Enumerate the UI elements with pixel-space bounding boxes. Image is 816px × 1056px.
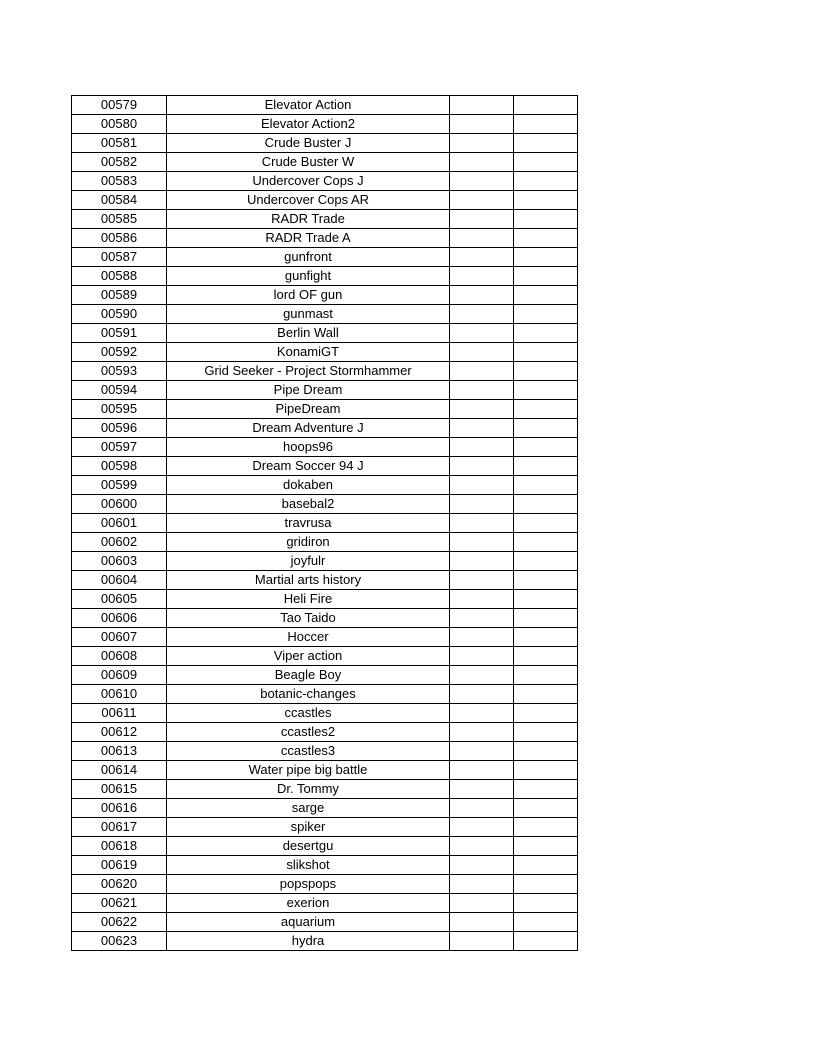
cell-empty-2 [514,286,578,305]
cell-id: 00621 [72,894,167,913]
cell-name: travrusa [167,514,450,533]
cell-id: 00611 [72,704,167,723]
cell-name: Pipe Dream [167,381,450,400]
cell-name: KonamiGT [167,343,450,362]
cell-empty-1 [450,913,514,932]
table-row [72,799,578,818]
table-row [72,704,578,723]
cell-name: spiker [167,818,450,837]
table-row [72,172,578,191]
table-row [72,286,578,305]
cell-id: 00614 [72,761,167,780]
cell-empty-2 [514,362,578,381]
cell-empty-2 [514,324,578,343]
cell-id: 00601 [72,514,167,533]
table-row [72,210,578,229]
cell-name: gridiron [167,533,450,552]
cell-id: 00595 [72,400,167,419]
cell-empty-1 [450,134,514,153]
cell-name: Dr. Tommy [167,780,450,799]
cell-empty-1 [450,704,514,723]
table-row [72,837,578,856]
cell-empty-1 [450,837,514,856]
table-row [72,248,578,267]
cell-empty-1 [450,514,514,533]
table-row [72,362,578,381]
cell-name: ccastles [167,704,450,723]
cell-empty-2 [514,913,578,932]
table-row [72,96,578,115]
cell-empty-2 [514,495,578,514]
table-row [72,457,578,476]
cell-empty-1 [450,400,514,419]
cell-name: ccastles3 [167,742,450,761]
cell-empty-1 [450,153,514,172]
cell-id: 00579 [72,96,167,115]
cell-empty-2 [514,191,578,210]
cell-empty-1 [450,628,514,647]
cell-name: slikshot [167,856,450,875]
cell-empty-2 [514,837,578,856]
cell-name: RADR Trade [167,210,450,229]
table-row [72,723,578,742]
cell-name: Martial arts history [167,571,450,590]
cell-empty-2 [514,96,578,115]
cell-empty-2 [514,457,578,476]
table-row [72,267,578,286]
cell-id: 00588 [72,267,167,286]
cell-empty-2 [514,533,578,552]
table-row [72,419,578,438]
cell-empty-2 [514,894,578,913]
cell-name: Tao Taido [167,609,450,628]
cell-name: joyfulr [167,552,450,571]
cell-empty-2 [514,780,578,799]
cell-name: Grid Seeker - Project Stormhammer [167,362,450,381]
cell-empty-1 [450,305,514,324]
cell-empty-2 [514,476,578,495]
table-row [72,495,578,514]
table-row [72,609,578,628]
cell-id: 00600 [72,495,167,514]
games-table-body [72,96,578,951]
cell-empty-1 [450,96,514,115]
cell-name: Undercover Cops J [167,172,450,191]
cell-empty-1 [450,552,514,571]
table-row [72,742,578,761]
cell-name: sarge [167,799,450,818]
cell-empty-1 [450,742,514,761]
cell-empty-2 [514,685,578,704]
table-row [72,343,578,362]
cell-empty-2 [514,172,578,191]
cell-empty-1 [450,343,514,362]
cell-empty-1 [450,419,514,438]
cell-empty-1 [450,267,514,286]
cell-empty-2 [514,400,578,419]
cell-name: dokaben [167,476,450,495]
cell-empty-1 [450,875,514,894]
cell-id: 00622 [72,913,167,932]
cell-empty-1 [450,894,514,913]
cell-id: 00593 [72,362,167,381]
cell-empty-2 [514,818,578,837]
table-row [72,685,578,704]
cell-empty-2 [514,723,578,742]
cell-id: 00598 [72,457,167,476]
cell-empty-2 [514,305,578,324]
table-row [72,571,578,590]
cell-name: Elevator Action2 [167,115,450,134]
cell-name: Berlin Wall [167,324,450,343]
cell-empty-1 [450,818,514,837]
cell-empty-1 [450,476,514,495]
table-row [72,400,578,419]
cell-empty-1 [450,286,514,305]
cell-empty-2 [514,419,578,438]
cell-name: Hoccer [167,628,450,647]
cell-id: 00592 [72,343,167,362]
cell-empty-1 [450,533,514,552]
cell-id: 00613 [72,742,167,761]
cell-empty-1 [450,495,514,514]
cell-empty-1 [450,457,514,476]
cell-name: gunfight [167,267,450,286]
cell-empty-1 [450,761,514,780]
cell-empty-1 [450,685,514,704]
table-row [72,780,578,799]
cell-empty-1 [450,799,514,818]
table-row [72,647,578,666]
cell-empty-1 [450,229,514,248]
cell-empty-2 [514,438,578,457]
table-row [72,514,578,533]
cell-name: hoops96 [167,438,450,457]
table-row [72,476,578,495]
cell-name: PipeDream [167,400,450,419]
cell-id: 00594 [72,381,167,400]
table-row [72,552,578,571]
table-row [72,134,578,153]
cell-id: 00605 [72,590,167,609]
cell-empty-1 [450,172,514,191]
cell-empty-1 [450,438,514,457]
cell-name: desertgu [167,837,450,856]
cell-id: 00619 [72,856,167,875]
cell-empty-2 [514,571,578,590]
cell-id: 00623 [72,932,167,951]
cell-id: 00581 [72,134,167,153]
cell-empty-1 [450,723,514,742]
cell-id: 00609 [72,666,167,685]
cell-empty-2 [514,153,578,172]
cell-id: 00618 [72,837,167,856]
table-row [72,894,578,913]
cell-id: 00607 [72,628,167,647]
table-row [72,875,578,894]
cell-name: Elevator Action [167,96,450,115]
cell-empty-2 [514,875,578,894]
cell-name: exerion [167,894,450,913]
cell-id: 00606 [72,609,167,628]
cell-name: Water pipe big battle [167,761,450,780]
cell-empty-2 [514,590,578,609]
cell-id: 00585 [72,210,167,229]
cell-id: 00620 [72,875,167,894]
cell-id: 00591 [72,324,167,343]
cell-id: 00589 [72,286,167,305]
cell-empty-2 [514,742,578,761]
table-row [72,818,578,837]
cell-name: popspops [167,875,450,894]
cell-id: 00590 [72,305,167,324]
cell-empty-1 [450,609,514,628]
cell-id: 00596 [72,419,167,438]
cell-id: 00604 [72,571,167,590]
table-row [72,153,578,172]
cell-empty-2 [514,761,578,780]
cell-empty-2 [514,628,578,647]
cell-empty-2 [514,932,578,951]
cell-name: gunfront [167,248,450,267]
table-row [72,628,578,647]
cell-empty-2 [514,229,578,248]
cell-empty-1 [450,324,514,343]
cell-empty-2 [514,267,578,286]
cell-empty-1 [450,647,514,666]
cell-empty-1 [450,856,514,875]
cell-id: 00610 [72,685,167,704]
cell-empty-2 [514,647,578,666]
cell-empty-1 [450,248,514,267]
cell-empty-1 [450,590,514,609]
cell-name: ccastles2 [167,723,450,742]
cell-empty-2 [514,248,578,267]
table-row [72,533,578,552]
cell-name: lord OF gun [167,286,450,305]
table-row [72,666,578,685]
cell-empty-2 [514,343,578,362]
cell-id: 00584 [72,191,167,210]
cell-empty-2 [514,666,578,685]
table-row [72,438,578,457]
cell-name: Dream Soccer 94 J [167,457,450,476]
cell-empty-2 [514,609,578,628]
spreadsheet-print-area [71,95,578,951]
table-row [72,761,578,780]
cell-id: 00612 [72,723,167,742]
cell-name: aquarium [167,913,450,932]
cell-name: Undercover Cops AR [167,191,450,210]
cell-empty-2 [514,856,578,875]
cell-empty-1 [450,932,514,951]
table-row [72,324,578,343]
games-table [71,95,578,951]
cell-id: 00580 [72,115,167,134]
cell-empty-2 [514,210,578,229]
cell-empty-1 [450,381,514,400]
cell-empty-1 [450,362,514,381]
cell-id: 00603 [72,552,167,571]
cell-empty-1 [450,571,514,590]
cell-id: 00583 [72,172,167,191]
cell-empty-1 [450,210,514,229]
cell-id: 00617 [72,818,167,837]
cell-empty-1 [450,191,514,210]
cell-name: hydra [167,932,450,951]
table-row [72,590,578,609]
table-row [72,305,578,324]
table-row [72,381,578,400]
cell-name: botanic-changes [167,685,450,704]
cell-name: RADR Trade A [167,229,450,248]
table-row [72,229,578,248]
table-row [72,191,578,210]
cell-id: 00586 [72,229,167,248]
cell-name: Beagle Boy [167,666,450,685]
cell-name: Heli Fire [167,590,450,609]
cell-id: 00587 [72,248,167,267]
cell-name: Crude Buster J [167,134,450,153]
cell-empty-2 [514,514,578,533]
cell-empty-2 [514,115,578,134]
cell-id: 00602 [72,533,167,552]
cell-empty-2 [514,704,578,723]
cell-name: Crude Buster W [167,153,450,172]
table-row [72,913,578,932]
cell-empty-2 [514,552,578,571]
cell-id: 00599 [72,476,167,495]
table-row [72,115,578,134]
cell-name: Dream Adventure J [167,419,450,438]
cell-id: 00616 [72,799,167,818]
cell-name: Viper action [167,647,450,666]
table-row [72,856,578,875]
cell-name: basebal2 [167,495,450,514]
cell-id: 00582 [72,153,167,172]
cell-empty-1 [450,780,514,799]
cell-empty-2 [514,799,578,818]
cell-empty-2 [514,134,578,153]
cell-id: 00608 [72,647,167,666]
cell-empty-2 [514,381,578,400]
table-row [72,932,578,951]
cell-empty-1 [450,115,514,134]
cell-empty-1 [450,666,514,685]
cell-name: gunmast [167,305,450,324]
cell-id: 00597 [72,438,167,457]
cell-id: 00615 [72,780,167,799]
